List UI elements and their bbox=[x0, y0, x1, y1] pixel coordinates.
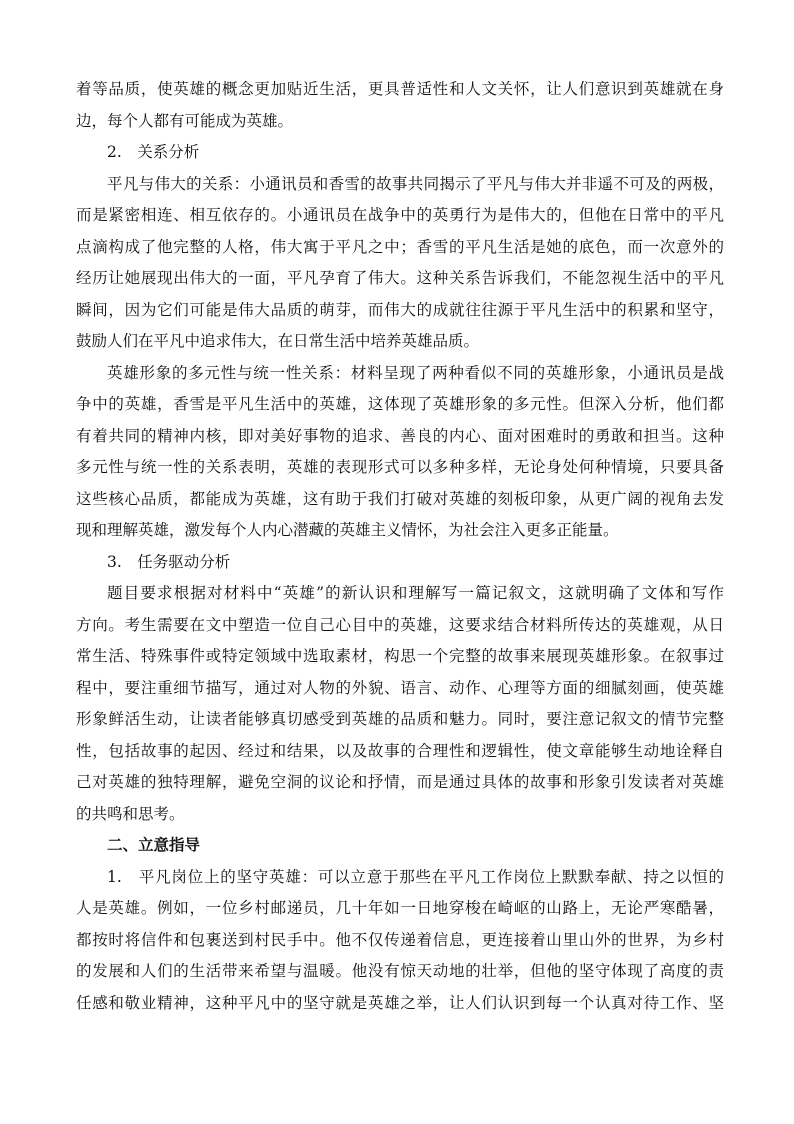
text-line: 边，每个人都有可能成为英雄。 bbox=[76, 111, 294, 130]
paragraph-diversity-unity bbox=[76, 358, 724, 547]
text-line: 形象鲜活生动，让读者能够真切感受到英雄的品质和魅力。同时，要注意记叙文的情节完整 bbox=[76, 710, 724, 728]
text-line: 现和理解英雄，激发每个人内心潜藏的英雄主义情怀，为社会注入更多正能量。 bbox=[76, 521, 619, 539]
text-line: 而是紧密相连、相互依存的。小通讯员在战争中的英勇行为是伟大的，但他在日常中的平凡 bbox=[76, 206, 724, 224]
text-line: 经历让她展现出伟大的一面，平凡孕育了伟大。这种关系告诉我们，不能忽视生活中的平凡 bbox=[76, 269, 724, 287]
text-line: 性，包括故事的起因、经过和结果，以及故事的合理性和逻辑性，使文章能够生动地诠释自 bbox=[76, 741, 724, 760]
text-line: 争中的英雄，香雪是平凡生活中的英雄，这体现了英雄形象的多元性。但深入分析，他们都 bbox=[76, 395, 724, 413]
text-line: 着等品质，使英雄的概念更加贴近生活，更具普适性和人文关怀，让人们意识到英雄就在身 bbox=[76, 80, 724, 98]
paragraph-intro-continuation bbox=[76, 74, 724, 137]
text-line: 都按时将信件和包裹送到村民手中。他不仅传递着信息，更连接着山里山外的世界，为乡村 bbox=[76, 930, 724, 949]
text-line: 有着共同的精神内核，即对美好事物的追求、善良的内心、面对困难时的勇敢和担当。这种 bbox=[76, 426, 724, 445]
section-heading-theme-guidance: 二、立意指导 bbox=[107, 836, 201, 854]
paragraph-ordinary-greatness bbox=[76, 169, 724, 358]
text-line: 的发展和人们的生活带来希望与温暖。他没有惊天动地的壮举，但他的坚守体现了高度的责 bbox=[76, 962, 724, 980]
text-line: 1. 平凡岗位上的坚守英雄：可以立意于那些在平凡工作岗位上默默奉献、持之以恒的 bbox=[107, 867, 724, 886]
text-line: 己对英雄的独特理解，避免空洞的议论和抒情，而是通过具体的故事和形象引发读者对英雄 bbox=[76, 773, 724, 791]
text-line: 任感和敬业精神，这种平凡中的坚守就是英雄之举，让人们认识到每一个认真对待工作、坚 bbox=[76, 993, 724, 1012]
text-line: 瞬间，因为它们可能是伟大品质的萌芽，而伟大的成就往往源于平凡生活中的积累和坚守， bbox=[76, 300, 724, 319]
text-line: 英雄形象的多元性与统一性关系：材料呈现了两种看似不同的英雄形象，小通讯员是战 bbox=[107, 363, 724, 382]
paragraph-ordinary-post-hero bbox=[76, 862, 724, 1020]
text-line: 题目要求根据对材料中“英雄”的新认识和理解写一篇记叙文，这就明确了文体和写作 bbox=[107, 584, 724, 602]
text-line: 这些核心品质，都能成为英雄，这有助于我们打破对英雄的刻板印象，从更广阔的视角去发 bbox=[76, 489, 724, 508]
text-line: 点滴构成了他完整的人格，伟大寓于平凡之中；香雪的平凡生活是她的底色，而一次意外的 bbox=[76, 237, 724, 256]
section-heading-relationship: 2. 关系分析 bbox=[107, 143, 200, 161]
text-line: 平凡与伟大的关系：小通讯员和香雪的故事共同揭示了平凡与伟大并非遥不可及的两极， bbox=[107, 174, 724, 193]
text-line: 常生活、特殊事件或特定领域中选取素材，构思一个完整的故事来展现英雄形象。在叙事过 bbox=[76, 647, 724, 665]
text-line: 鼓励人们在平凡中追求伟大，在日常生活中培养英雄品质。 bbox=[76, 332, 480, 350]
section-heading-task-analysis: 3. 任务驱动分析 bbox=[107, 552, 231, 571]
text-line: 多元性与统一性的关系表明，英雄的表现形式可以多种多样，无论身处何种情境，只要具备 bbox=[76, 458, 724, 476]
text-line: 程中，要注重细节描写，通过对人物的外貌、语言、动作、心理等方面的细腻刻画，使英雄 bbox=[76, 678, 724, 697]
paragraph-task-requirements bbox=[76, 578, 724, 830]
text-line: 人是英雄。例如，一位乡村邮递员，几十年如一日地穿梭在崎岖的山路上，无论严寒酷暑， bbox=[76, 899, 724, 917]
text-line: 方向。考生需要在文中塑造一位自己心目中的英雄，这要求结合材料所传达的英雄观，从日 bbox=[76, 615, 724, 634]
text-line: 的共鸣和思考。 bbox=[76, 804, 185, 823]
